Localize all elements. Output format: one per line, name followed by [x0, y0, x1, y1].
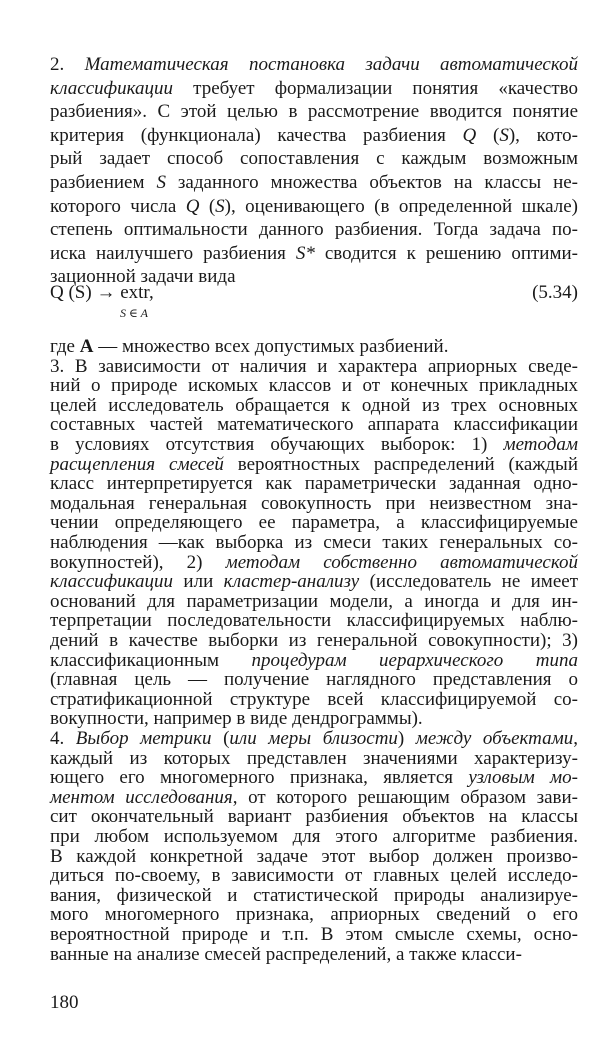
- text-line: ний о природе искомых классов и от конечных прикладных: [50, 375, 578, 397]
- text-line: рый задает способ сопоставления с каждым возможным: [50, 148, 578, 170]
- text-line: чении определяющего ее параметра, а классифицируемые: [50, 512, 578, 534]
- text-line: 4. Выбор метрики (или меры близости) между объектами,: [50, 728, 578, 749]
- text-line: дений в качестве выборки из генеральной совокупности); 3): [50, 630, 578, 651]
- text-line: вероятностной природе и т.п. В этом смысле схемы, осно-: [50, 924, 578, 945]
- text-line: зационной задачи вида: [50, 266, 236, 288]
- text-line: вокупности, например в виде дендрограммы).: [50, 708, 423, 730]
- text-line: мого многомерного признака, априорных сведений о его: [50, 904, 578, 926]
- text-line: (главная цель — получение наглядного представления о: [50, 669, 578, 691]
- text-line: вокупностей), 2) методам собственно автоматической: [50, 551, 579, 573]
- text-line: оснований для параметризации модели, а иногда и для ин-: [50, 590, 578, 612]
- text-line: разбиением S заданного множества объектов на классы не-: [50, 172, 578, 193]
- formula-subscript: S ∈ A: [120, 306, 148, 320]
- text-line: ментом исследования, от которого решающим образом зави-: [50, 786, 579, 808]
- text-line: целей исследователь обращается к одной из трех основных: [50, 394, 578, 416]
- text-line: 3. В зависимости от наличия и характера априорных сведе-: [50, 355, 578, 377]
- text-line: где A — множество всех допустимых разбиений.: [50, 336, 449, 357]
- formula-5-34: [50, 282, 578, 322]
- text-line: которого числа Q (S), оценивающего (в определенной шкале): [50, 195, 578, 217]
- text-line: классификации требует формализации понятия «качество: [50, 77, 578, 99]
- text-line: расщепления смесей вероятностных распределений (каждый: [50, 453, 578, 475]
- text-line: В каждой конкретной задаче этот выбор должен произво-: [50, 845, 578, 867]
- page-number: 180: [50, 992, 79, 1013]
- text-line: вания, физической и статистической природы анализируе-: [50, 884, 578, 906]
- text-line: наблюдения —как выборка из смеси таких генеральных со-: [50, 532, 578, 553]
- text-line: класс интерпретируется как параметрически заданная одно-: [50, 473, 578, 495]
- text-line: диться по-своему, в зависимости от главных целей исследо-: [50, 865, 578, 887]
- text-line: классификации или кластер-анализу (исследователь не имеет: [50, 571, 578, 593]
- text-line: степень оптимальности данного разбиения. Тогда задача по-: [50, 219, 578, 241]
- text-line: разбиения». С этой целью в рассмотрение вводится понятие: [50, 101, 578, 123]
- text-line: составных частей математического аппарата классификации: [50, 414, 578, 436]
- text-line: каждый из которых представлен значениями характеризу-: [50, 747, 578, 769]
- equation-number: (5.34): [532, 282, 578, 303]
- text-line: классификационным процедурам иерархического типа: [50, 649, 578, 671]
- text-line: сит окончательный вариант разбиения объектов на классы: [50, 806, 578, 828]
- text-line: иска наилучшего разбиения S* сводится к решению оптими-: [50, 242, 578, 264]
- text-line: стратификационной структуре всей классифицируемой со-: [50, 688, 578, 710]
- text-line: в условиях отсутствия обучающих выборок: 1) методам: [50, 434, 578, 455]
- text-line: терпретации последовательности классифицируемых наблю-: [50, 610, 578, 632]
- text-line: 2. Математическая постановка задачи автоматической: [50, 54, 578, 75]
- text-line: при любом используемом для этого алгоритме разбиения.: [50, 826, 578, 847]
- formula-expression: Q (S) → extr,: [50, 282, 154, 303]
- text-line: критерия (функционала) качества разбиения Q (S), кото-: [50, 124, 579, 146]
- text-line: ющего его многомерного признака, является узловым мо-: [50, 767, 578, 789]
- text-line: ванные на анализе смесей распределений, а также класси-: [50, 943, 522, 965]
- text-line: модальная генеральная совокупность при неизвестном зна-: [50, 492, 578, 514]
